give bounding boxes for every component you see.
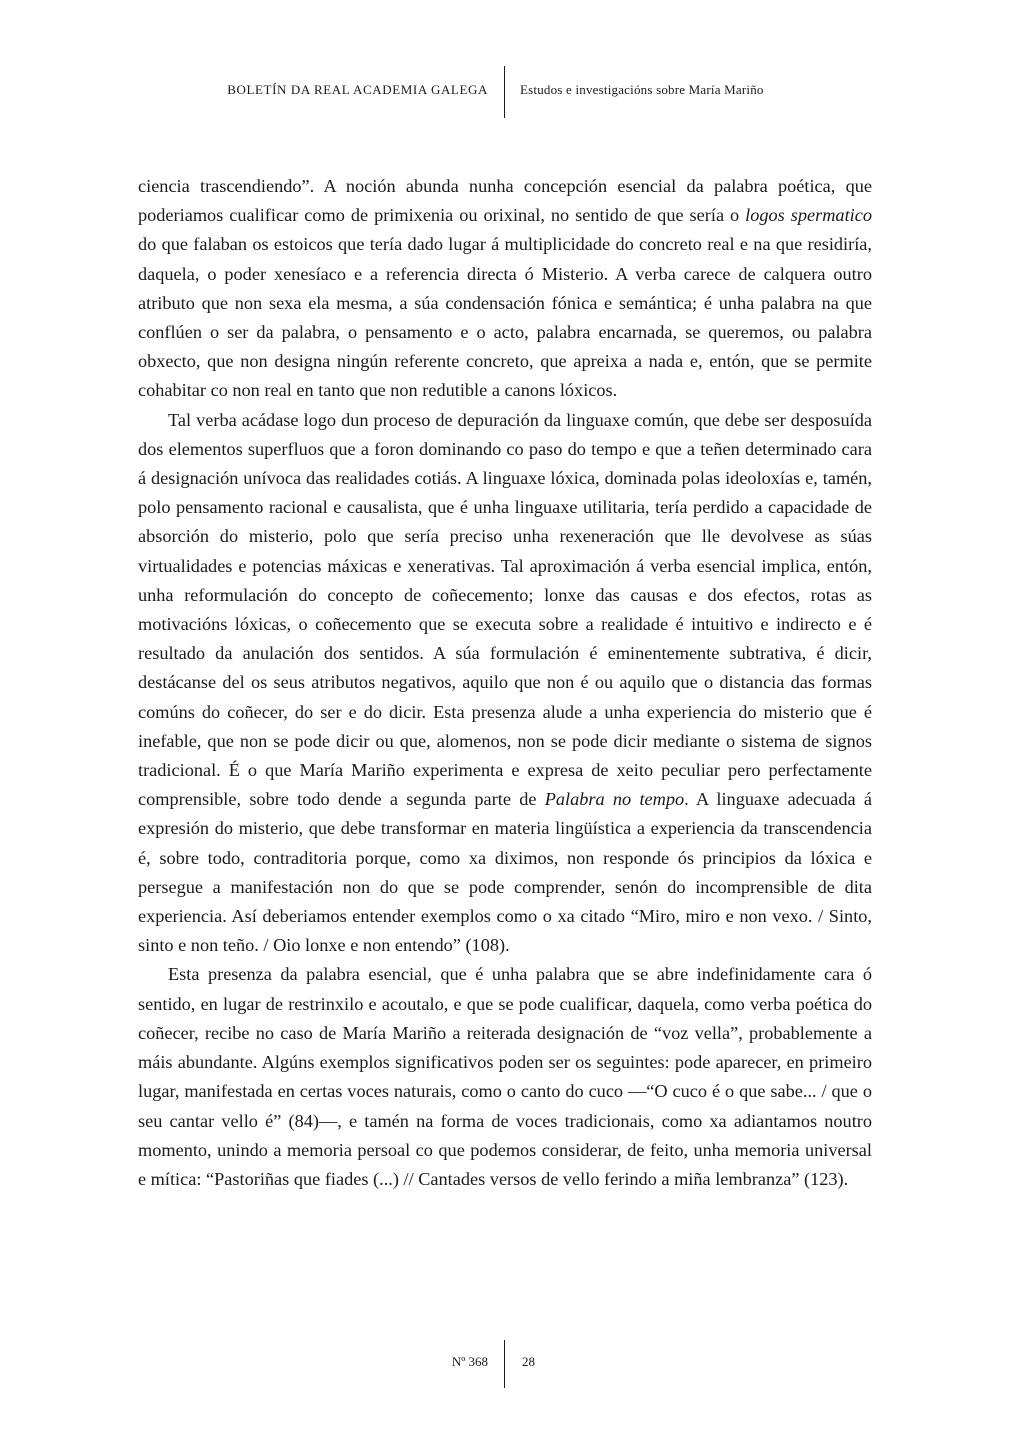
issue-number: Nº 368 bbox=[451, 1354, 488, 1369]
section-title: Estudos e investigacións sobre María Mariño bbox=[520, 82, 764, 97]
paragraph-2-text-after: . A linguaxe adecuada á expresión do misterio, que debe transformar en materia lingüística a experiencia da transcendencia é, sobre todo, contraditoria porque, como xa diximos, non responde ós principios da lóxica e persegue a manifestación non do que se pode comprender, senón do incomprensible de dita experiencia. Así deberiamos entender exemplos como o xa citado “Miro, miro e non vexo. / Sinto, sinto e non teño. / Oio lonxe e non entendo” (108). bbox=[138, 789, 872, 956]
paragraph-2-italic: Palabra no tempo bbox=[544, 789, 685, 810]
paragraph-1-text: ciencia trascendiendo”. A noción abunda nunha concepción esencial da palabra poética, que poderiamos cualificar como de primixenia ou orixinal, no sentido de que sería o bbox=[138, 176, 872, 226]
article-body bbox=[138, 172, 872, 1194]
paragraph-1 bbox=[138, 172, 872, 406]
paragraph-1-text-after: do que falaban os estoicos que tería dado lugar á multiplicidade do concreto real e na que residiría, daquela, o poder xenesíaco e a referencia directa ó Misterio. A verba carece de calquera outro atributo que non sexa ela mesma, a súa condensación fónica e semántica; é unha palabra na que conflúen o ser da palabra, o pensamento e o acto, palabra encarnada, se queremos, ou palabra obxecto, que non designa ningún referente concreto, que apreixa a nada e, entón, que se permite cohabitar co non real en tanto que non redutible a canons lóxicos. bbox=[138, 234, 872, 401]
footer-divider bbox=[504, 1340, 505, 1388]
journal-title: BOLETÍN DA REAL ACADEMIA GALEGA bbox=[227, 82, 488, 97]
header-divider bbox=[504, 66, 505, 118]
page-number: 28 bbox=[522, 1354, 535, 1369]
paragraph-3 bbox=[138, 960, 872, 1194]
page-footer bbox=[0, 1340, 1010, 1388]
paragraph-2 bbox=[138, 406, 872, 961]
paragraph-3-text: Esta presenza da palabra esencial, que é unha palabra que se abre indefinidamente cara ó sentido, en lugar de restrinxilo e acoutalo, e que se pode cualificar, daquela, como verba poética do coñecer, recibe no caso de María Mariño a reiterada designación de “voz vella”, probablemente a máis abundante. Algúns exemplos significativos poden ser os seguintes: pode aparecer, en primeiro lugar, manifestada en certas voces naturais, como o canto do cuco —“O cuco é o que sabe... / que o seu cantar vello é” (84)—, e tamén na forma de voces tradicionais, como xa adiantamos noutro momento, unindo a memoria persoal co que podemos considerar, de feito, unha memoria universal e mítica: “Pastoriñas que fiades (...) // Cantades versos de vello ferindo a miña lembranza” (123). bbox=[138, 964, 872, 1189]
running-header bbox=[0, 66, 1010, 118]
paragraph-2-text: Tal verba acádase logo dun proceso de depuración da linguaxe común, que debe ser desposuída dos elementos superfluos que a foron dominando co paso do tempo e que a teñen determinado cara á designación unívoca das realidades cotiás. A linguaxe lóxica, dominada polas ideoloxías e, tamén, polo pensamento racional e causalista, que é unha linguaxe utilitaria, tería perdido a capacidade de absorción do misterio, polo que sería preciso unha rexeneración que lle devolvese as súas virtualidades e potencias máxicas e xenerativas. Tal aproximación á verba esencial implica, entón, unha reformulación do concepto de coñecemento; lonxe das causas e dos efectos, rotas as motivacións lóxicas, o coñecemento que se executa sobre a realidade é intuitivo e indirecto e é resultado da anulación dos sentidos. A súa formulación é eminentemente subtrativa, é dicir, destácanse del os seus atributos negativos, aquilo que non é ou aquilo que o distancia das formas comúns do coñecer, do ser e do dicir. Esta presenza alude a unha experiencia do misterio que é inefable, que non se pode dicir ou que, alomenos, non se pode dicir mediante o sistema de signos tradicional. É o que María Mariño experimenta e expresa de xeito peculiar pero perfectamente comprensible, sobre todo dende a segunda parte de bbox=[138, 409, 872, 810]
paragraph-1-italic: logos spermatico bbox=[745, 205, 872, 226]
